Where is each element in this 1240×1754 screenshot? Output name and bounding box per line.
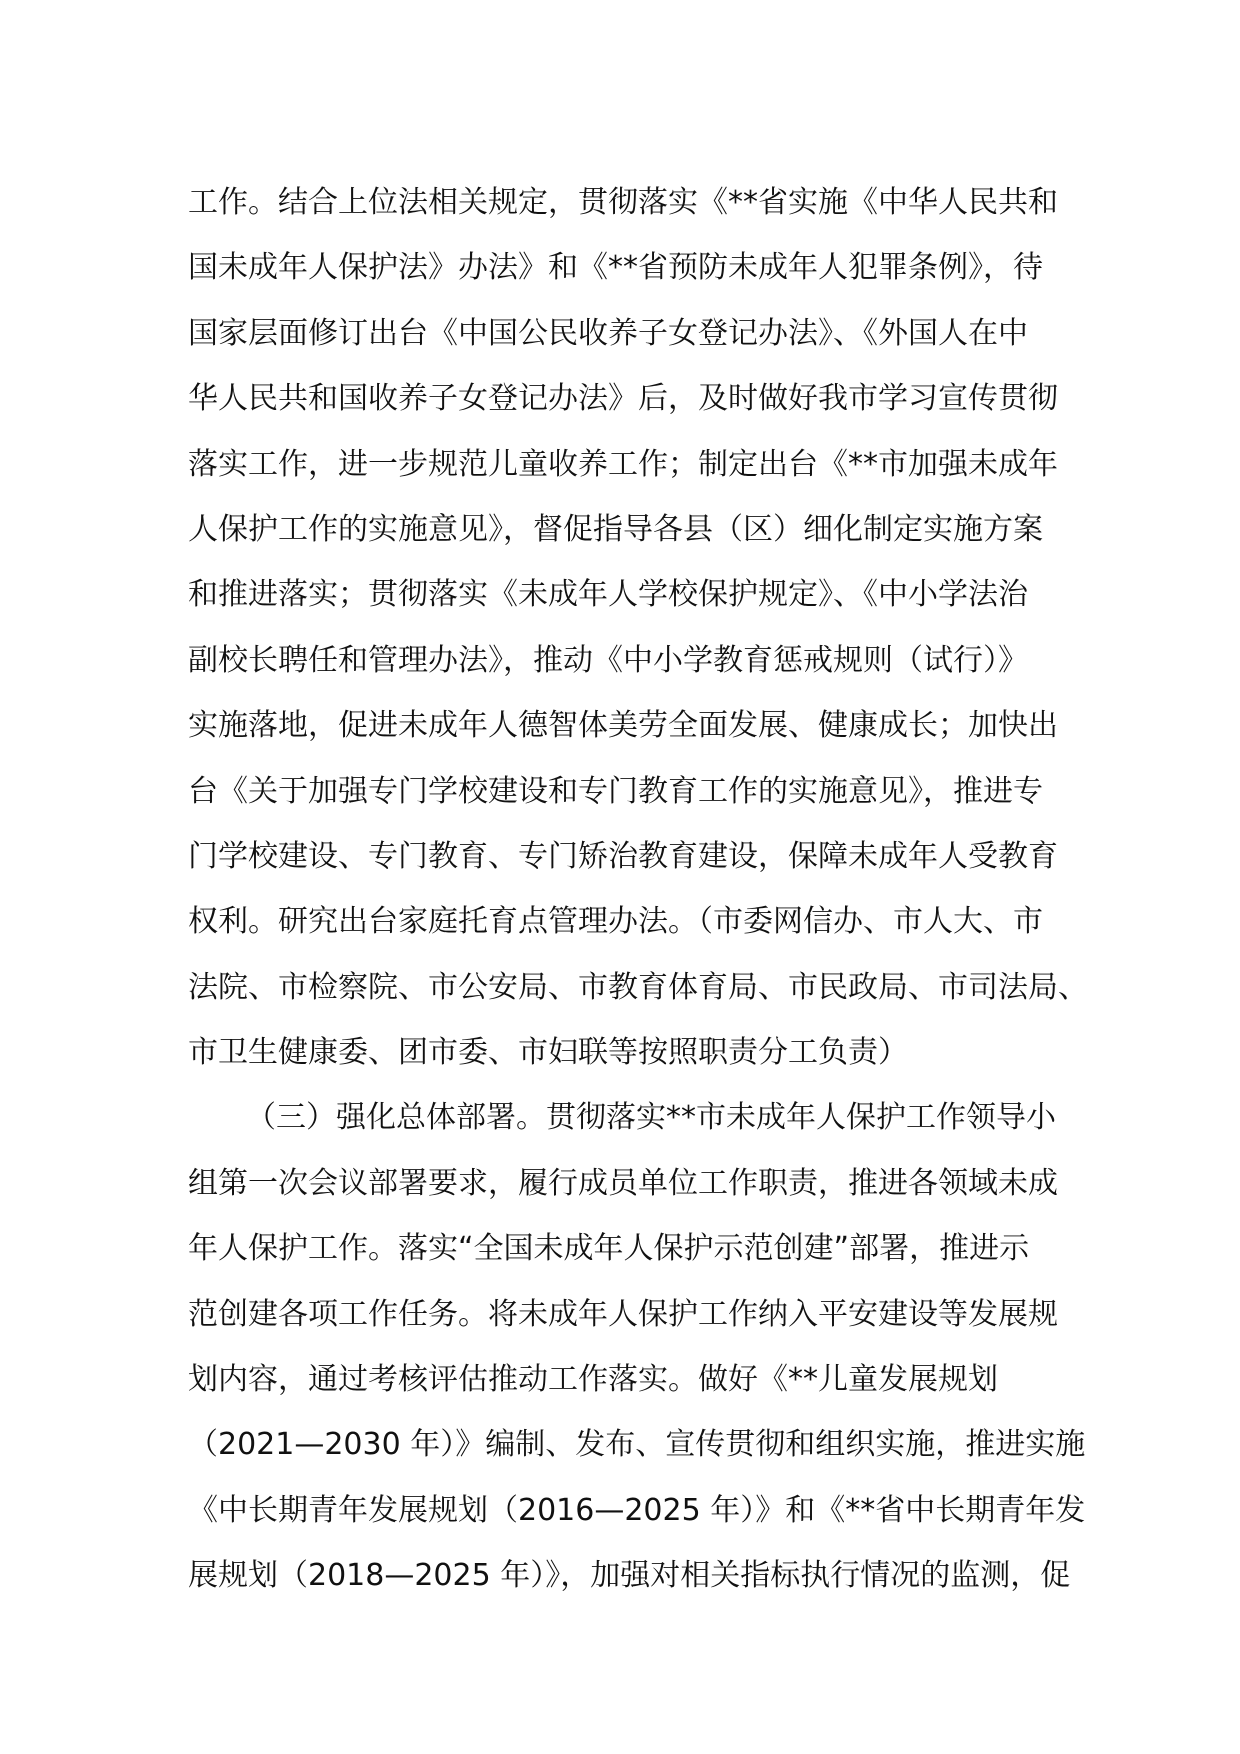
- text-line: 落实工作，进一步规范儿童收养工作；制定出台《**市加强未成年: [188, 446, 1058, 482]
- text-line: 实施落地，促进未成年人德智体美劳全面发展、健康成长；加快出: [188, 708, 1058, 744]
- text-line: 范创建各项工作任务。将未成年人保护工作纳入平安建设等发展规: [188, 1296, 1058, 1332]
- text-line: 市卫生健康委、团市委、市妇联等按照职责分工负责）: [188, 1035, 908, 1071]
- text-line: 台《关于加强专门学校建设和专门教育工作的实施意见》，推进专: [188, 773, 1043, 809]
- text-line: （2021—2030 年）》编制、发布、宣传贯彻和组织实施，推进实施: [188, 1427, 1086, 1463]
- text-line: 《中长期青年发展规划（2016—2025 年）》和《**省中长期青年发: [188, 1492, 1086, 1528]
- text-line: 划内容，通过考核评估推动工作落实。做好《**儿童发展规划: [188, 1362, 998, 1398]
- text-line: 组第一次会议部署要求，履行成员单位工作职责，推进各领域未成: [188, 1165, 1058, 1201]
- text-line: 年人保护工作。落实“全国未成年人保护示范创建”部署，推进示: [188, 1231, 1030, 1267]
- text-line: 法院、市检察院、市公安局、市教育体育局、市民政局、市司法局、: [188, 969, 1088, 1005]
- text-line: 和推进落实；贯彻落实《未成年人学校保护规定》、《中小学法治: [188, 577, 1028, 613]
- text-line: 工作。结合上位法相关规定，贯彻落实《**省实施《中华人民共和: [188, 185, 1058, 220]
- text-line: 展规划（2018—2025 年）》，加强对相关指标执行情况的监测，促: [188, 1558, 1071, 1594]
- text-line: 门学校建设、专门教育、专门矫治教育建设，保障未成年人受教育: [188, 838, 1058, 874]
- text-line: 人保护工作的实施意见》，督促指导各县（区）细化制定实施方案: [188, 511, 1043, 547]
- text-line: 权利。研究出台家庭托育点管理办法。（市委网信办、市人大、市: [188, 904, 1043, 940]
- text-line: 副校长聘任和管理办法》，推动《中小学教育惩戒规则（试行）》: [188, 642, 1028, 678]
- text-line: 国家层面修订出台《中国公民收养子女登记办法》、《外国人在中: [188, 315, 1028, 351]
- body-text: [188, 170, 1088, 1609]
- text-line: 国未成年人保护法》办法》和《**省预防未成年人犯罪条例》，待: [188, 250, 1043, 286]
- text-line: 华人民共和国收养子女登记办法》后，及时做好我市学习宣传贯彻: [188, 381, 1058, 417]
- section-heading-line: （三）强化总体部署。贯彻落实**市未成年人保护工作领导小: [246, 1100, 1056, 1136]
